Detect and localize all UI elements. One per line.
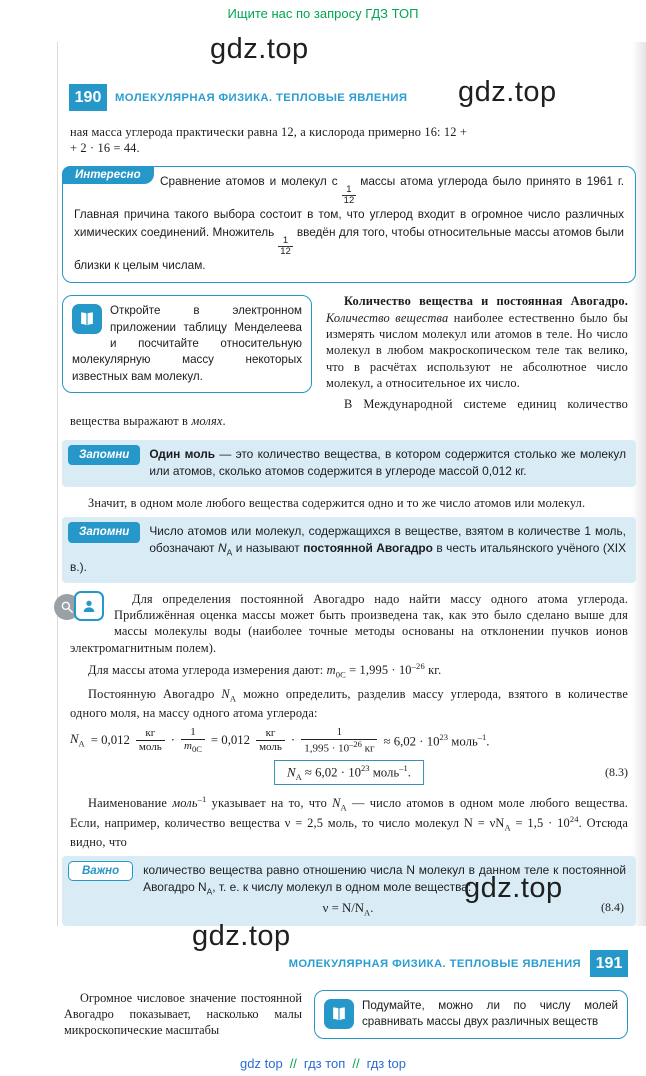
fraction-numerator: кг [145, 727, 156, 740]
paragraph-huge-value: Огромное числовое значение постоянной Авогадро показывает, насколько малы микроскопические масштабы [64, 991, 302, 1038]
subscript: А [295, 771, 302, 782]
variable-N: N [70, 732, 79, 747]
italic-term: Количество вещества [326, 310, 449, 325]
text-segment: кг [361, 742, 375, 755]
fraction-denominator: 12 [280, 246, 291, 258]
footer-segment: гдз top [366, 1055, 406, 1071]
equation-number: (8.3) [605, 764, 628, 779]
text-segment: введён для того, чтобы относительные массы атомов были близки к целым числам. [74, 224, 624, 273]
open-book-icon [324, 999, 354, 1029]
fraction-denominator: моль [136, 740, 165, 754]
watermark: gdz.top [210, 33, 309, 65]
text-segment: . Отсюда видно, что [70, 815, 628, 849]
page-191-columns [64, 990, 628, 1039]
superscript: 23 [439, 731, 449, 742]
margin-icons [54, 591, 108, 625]
variable-N: N [287, 765, 296, 780]
subscript: А [364, 907, 371, 918]
text-segment: . [407, 765, 411, 780]
fraction-denominator: 12 [343, 195, 355, 206]
interesno-box [62, 166, 636, 283]
fraction-numerator: кг [265, 727, 276, 740]
text-segment: Наименование [88, 796, 173, 810]
formula-lhs [70, 732, 85, 749]
superscript: –26 [411, 661, 425, 672]
fraction-1-over-mass [301, 726, 377, 755]
variable-N: N [217, 541, 227, 556]
footer-separator: // [352, 1055, 360, 1071]
page-number-badge: 190 [69, 84, 107, 111]
formula-result [383, 732, 489, 749]
subscript: А [206, 886, 213, 897]
variable-N: N [332, 796, 341, 810]
subscript: А [229, 693, 237, 704]
text-segment: указывает на то, что [206, 796, 333, 810]
formula-eq: = 0,012 [90, 732, 130, 747]
zapomni-label: Запомни [68, 522, 140, 542]
bold-term: постоянной Авогадро [303, 541, 433, 556]
text-segment: = 1,995 · 10 [345, 663, 412, 678]
unit: моль [448, 734, 478, 749]
variable-N: N [221, 686, 230, 701]
text-segment: кг. [424, 663, 442, 678]
fraction-numerator: 1 [190, 726, 196, 739]
zapomni-box-avogadro [62, 517, 636, 582]
text-segment: ≈ 6,02 · 10 [301, 765, 362, 780]
italic-term: молях [191, 413, 223, 428]
promo-banner: Ищите нас по запросу ГДЗ ТОП [227, 6, 419, 21]
text-segment: Число атомов или молекул, содержащихся в веществе, взятом в количестве 1 моль, обозначают [149, 524, 626, 556]
footer-watermark-bar [0, 1050, 646, 1076]
text-segment: Для определения постоянной Авогадро надо найти массу одного атома углерода. Приближённая оценка массы может быть произведена так, как это было сделано выше для массы молекулы воды (наиболее точные методы основаны на отклонении пучков ионов электромагнитным полем). [70, 591, 628, 655]
superscript: –1 [399, 762, 408, 773]
paragraph-carbon-mass [70, 661, 628, 681]
equation-number: (8.4) [601, 900, 624, 915]
electronic-app-text: Откройте в электронном приложении таблицу Менделеева и посчитайте относительную молекулярную массу некоторых известных вам молекул. [72, 304, 302, 383]
avogadro-calculation-formula [70, 726, 628, 755]
think-box-text: Подумайте, можно ли по числу молей сравнивать массы двух различных веществ [362, 999, 618, 1029]
superscript: –1 [197, 793, 207, 804]
zapomni-label: Запомни [68, 445, 140, 465]
chapter-title: МОЛЕКУЛЯРНАЯ ФИЗИКА. ТЕПЛОВЫЕ ЯВЛЕНИЯ [288, 957, 581, 970]
fraction-1-12 [278, 236, 293, 258]
fraction-numerator: 1 [282, 234, 289, 246]
person-icon [74, 591, 104, 621]
variable-m: m [326, 663, 336, 678]
unit: моль [369, 765, 400, 780]
text-segment: ≈ 6,02 · 10 [383, 734, 440, 749]
paragraph-si-units [70, 396, 628, 429]
text-line: + 2 · 16 = 44. [70, 141, 140, 156]
text-segment: Сравнение атомов и молекул с [160, 173, 338, 188]
formula [322, 901, 374, 918]
page-190 [0, 40, 646, 930]
text-segment: — это количество вещества, в котором содержится столько же молекул или атомов, сколько атомов содержится в углероде массой 0,012 кг. [149, 447, 627, 479]
subscript: А [340, 802, 347, 813]
think-box [314, 990, 628, 1039]
dot-operator: · [170, 732, 175, 747]
interesno-text [74, 173, 624, 275]
vazhno-label: Важно [68, 861, 133, 881]
fraction-kg-mol [256, 727, 285, 753]
text-segment: 1,995 · 10 [304, 742, 350, 755]
formula-eq: = 0,012 [210, 732, 251, 747]
text-segment: можно определить, разделив массу углерода, взятого в количестве одного моля, на массу одного атома углерода: [70, 686, 628, 720]
page-191-header [64, 950, 628, 977]
text-segment: ν = N/N [322, 901, 365, 916]
text-segment: количество вещества равно отношению числа N молекул в данном теле к постоянной Авогадро N [143, 862, 626, 894]
fraction-1-12 [342, 185, 357, 207]
fraction-kg-mol [136, 727, 165, 753]
chapter-title: МОЛЕКУЛЯРНАЯ ФИЗИКА. ТЕПЛОВЫЕ ЯВЛЕНИЯ [115, 91, 408, 104]
variable-m: m [184, 739, 192, 752]
equation-8-3-row [70, 760, 628, 786]
fraction-denominator [301, 739, 377, 755]
paragraph-znachit: Значит, в одном моле любого вещества содержится одно и то же число атомов или молекул. [88, 495, 586, 510]
dot-operator: · [290, 732, 296, 747]
text-segment: массы атома углерода было принято в 1961 г. Главная причина такого выбора состоит в том, что углерод входит в огромное число различных химических соединений. Множитель [74, 173, 625, 239]
text-segment: в честь итальянского учёного (XIX в.). [70, 541, 626, 574]
paragraph-molar-mass [70, 124, 628, 157]
fraction-1-over-m0c [181, 726, 205, 755]
text-segment: = 1,5 · 10 [510, 815, 570, 830]
text-segment: , т. е. к числу молекул в одном моле вещества: [212, 879, 472, 894]
two-column-section [70, 293, 628, 434]
boxed-result [274, 760, 424, 785]
footer-separator: // [289, 1055, 297, 1071]
paragraph-naming [70, 794, 628, 850]
watermark: gdz.top [192, 920, 291, 952]
text-segment: . [486, 734, 490, 749]
paragraph-determination [70, 591, 628, 657]
text-segment: — число атомов в одном моле любого вещества. Если, например, количество вещества ν = 2,5 моль, то число молекул N = νN [70, 796, 628, 830]
subscript: А [226, 547, 233, 558]
superscript: 23 [361, 762, 370, 773]
fraction-numerator: 1 [336, 725, 343, 738]
superscript: –1 [477, 731, 487, 742]
text-segment: . [222, 413, 226, 428]
bold-term: Один моль [149, 447, 216, 462]
subscript: 0C [191, 743, 202, 754]
superscript: 24 [569, 813, 579, 824]
watermark: gdz.top [464, 872, 563, 904]
bold-heading: Количество вещества и постоянная Авогадро. [344, 294, 628, 309]
paragraph-avogadro-define [70, 686, 628, 721]
watermark: gdz.top [458, 76, 557, 108]
text-segment: Постоянную Авогадро [88, 686, 222, 701]
footer-segment: гдз топ [303, 1055, 346, 1071]
open-book-icon [72, 304, 102, 334]
page-number-badge: 191 [590, 950, 628, 977]
fraction-denominator: моль [256, 740, 285, 754]
page-191 [0, 938, 646, 1050]
interesno-label: Интересно [62, 166, 154, 184]
zapomni-box-mole [62, 440, 636, 487]
subscript: А [504, 822, 511, 833]
text-segment: наиболее естественно было бы измерять числом молекул или атомов в теле. Но число молекул в любом макроскопическом теле так велико, что в расчётах используют не абсолютное число молекул, а относительное их число. [326, 310, 629, 390]
fraction-denominator [181, 739, 205, 755]
text-segment: Для массы атома углерода измерения дают: [88, 663, 327, 678]
footer-segment: gdz top [240, 1055, 283, 1071]
subscript: 0C [335, 669, 346, 680]
fraction-numerator: 1 [346, 183, 352, 195]
italic-term: моль [172, 796, 198, 810]
electronic-app-box [62, 295, 312, 393]
text-segment: В Международной системе единиц количество вещества выражают в [70, 397, 628, 428]
text-segment: . [370, 901, 374, 916]
text-line: ная масса углерода практически равна 12, а кислорода примерно 16: 12 + [70, 125, 467, 139]
superscript: –26 [349, 738, 362, 749]
subscript: А [78, 738, 85, 749]
text-segment: и называют [232, 541, 304, 556]
